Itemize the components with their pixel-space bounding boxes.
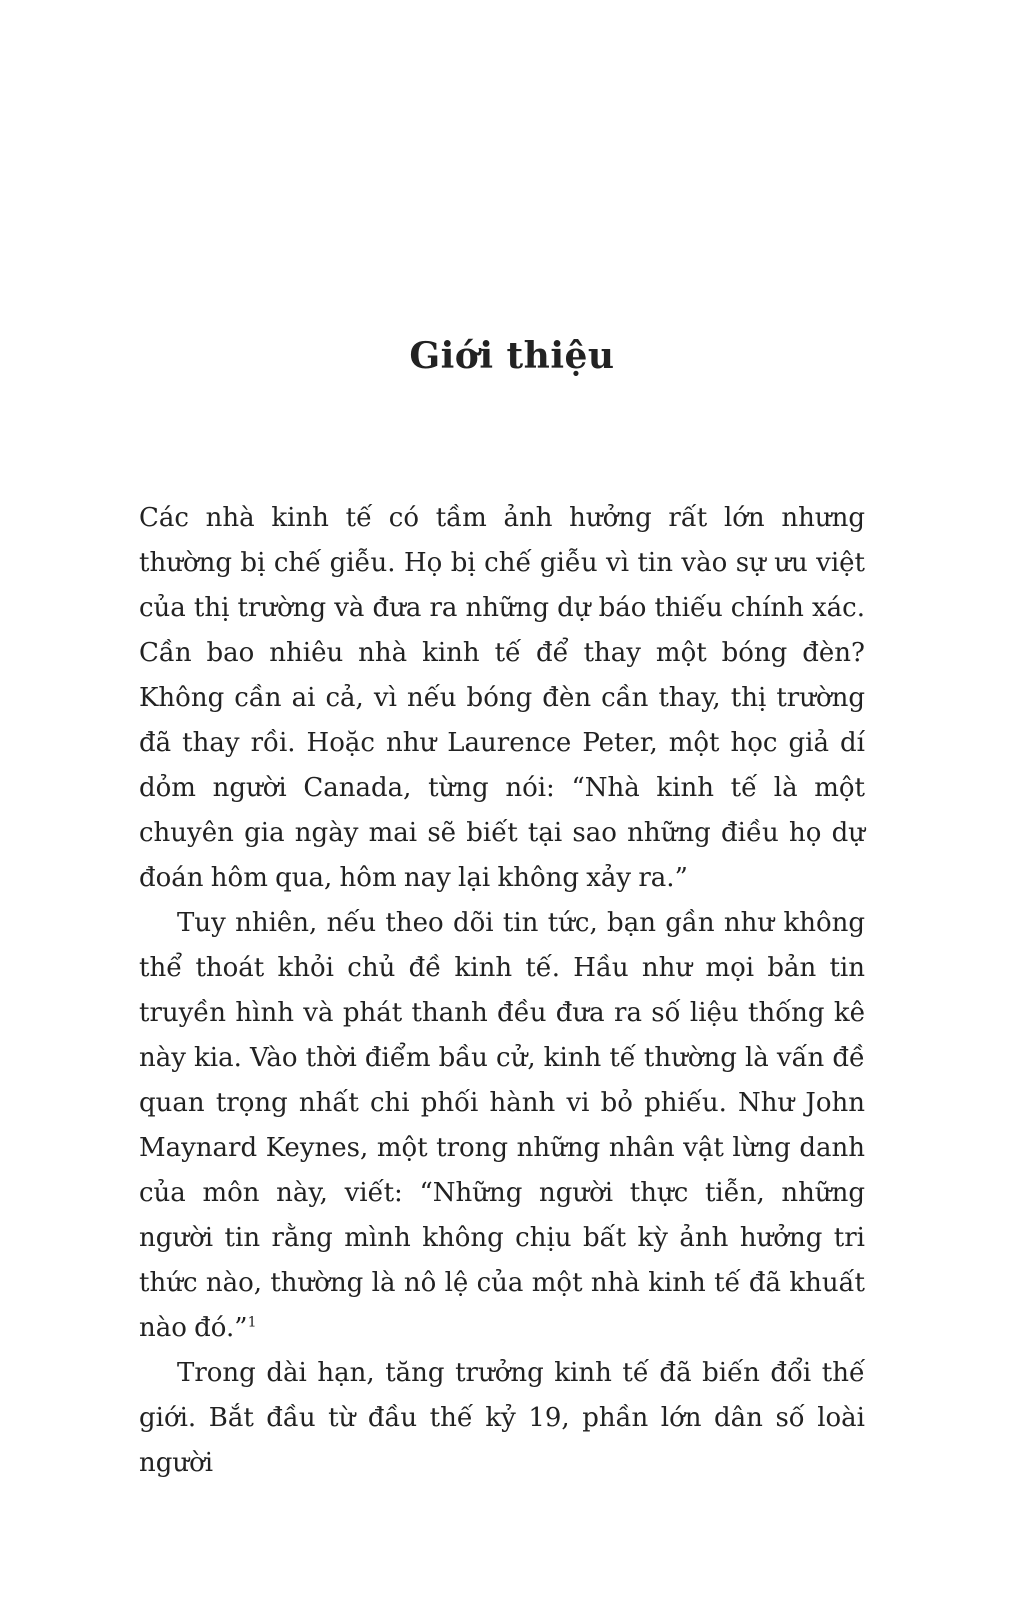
paragraph-2-text: Tuy nhiên, nếu theo dõi tin tức, bạn gần như không thể thoát khỏi chủ đề kinh tế. Hầu như mọi bản tin truyền hình và phát thanh đều đưa ra số liệu thống kê này kia. Vào thời điểm bầu cử, kinh tế thường là vấn đề quan trọng nhất chi phối hành vi bỏ phiếu. Như John Maynard Keynes, một trong những nhân vật lừng danh của môn này, viết: “Những người thực tiễn, những người tin rằng mình không chịu bất kỳ ảnh hưởng tri thức nào, thường là nô lệ của một nhà kinh tế đã khuất nào đó.” [139,908,865,1343]
chapter-title: Giới thiệu [409,335,615,377]
body-text [139,496,865,1486]
paragraph-1-text: Các nhà kinh tế có tầm ảnh hưởng rất lớn nhưng thường bị chế giễu. Họ bị chế giễu vì tin vào sự ưu việt của thị trường và đưa ra những dự báo thiếu chính xác. Cần bao nhiêu nhà kinh tế để thay một bóng đèn? Không cần ai cả, vì nếu bóng đèn cần thay, thị trường đã thay rồi. Hoặc như Laurence Peter, một học giả dí dỏm người Canada, từng nói: “Nhà kinh tế là một chuyên gia ngày mai sẽ biết tại sao những điều họ dự đoán hôm qua, hôm nay lại không xảy ra.” [139,503,865,893]
paragraph-1 [139,496,865,901]
paragraph-2 [139,901,865,1351]
footnote-reference: 1 [247,1314,257,1331]
paragraph-3-text: Trong dài hạn, tăng trưởng kinh tế đã biến đổi thế giới. Bắt đầu từ đầu thế kỷ 19, phần lớn dân số loài người [139,1358,865,1478]
paragraph-3 [139,1351,865,1486]
